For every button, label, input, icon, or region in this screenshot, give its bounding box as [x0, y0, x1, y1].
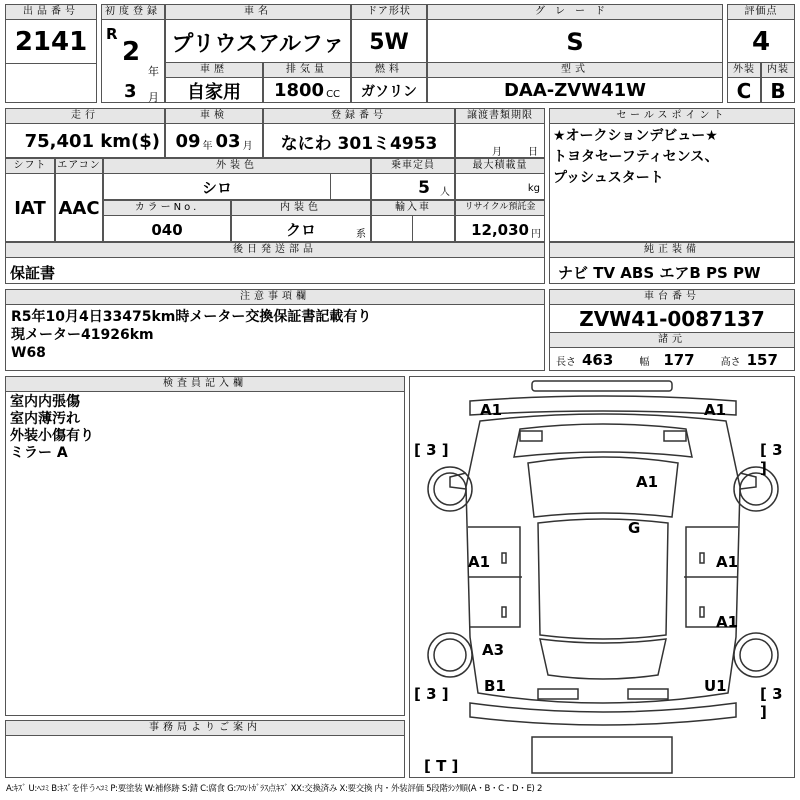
import-cell: [371, 200, 455, 242]
note-line: R5年10月4日33475km時メーター交換保証書記載有り: [11, 309, 372, 325]
tire-fl: [ 3 ]: [414, 441, 449, 459]
transfer-month-unit: 月: [492, 147, 502, 158]
car-outline: [410, 377, 796, 779]
aircon-value: AAC: [58, 197, 100, 219]
sales-points-cell: [549, 108, 795, 242]
inspector-line: 室内薄汚れ: [10, 411, 80, 427]
length-label: 長さ: [556, 356, 576, 368]
shift-label: シフト: [6, 159, 54, 174]
sales-point-line: ★オークションデビュー★: [553, 128, 718, 144]
first-registration-label: 初度登録: [102, 5, 164, 20]
notes-cell: [5, 289, 545, 371]
int-color-suffix: 系: [356, 229, 366, 240]
car-name-value: プリウスアルファ: [171, 31, 345, 57]
width-label: 幅: [639, 356, 650, 368]
grade-value: S: [566, 28, 584, 56]
sales-point-line: プッシュスタート: [553, 170, 664, 186]
exterior-grade-label: 外装: [728, 63, 760, 78]
inspection-month-unit: 月: [242, 140, 253, 152]
displacement-unit: CC: [326, 89, 341, 100]
genuine-equipment-label: 純正装備: [550, 243, 794, 258]
mileage-cell: [5, 108, 165, 158]
color-no-label: カラーNo.: [104, 201, 230, 216]
inspection-month: 03: [215, 130, 241, 152]
later-parts-label: 後日発送部品: [6, 243, 544, 258]
mark-windshield: G: [628, 519, 641, 537]
score-cell: [727, 4, 795, 63]
displacement-cell: [263, 62, 351, 103]
lot-number-cell: [5, 4, 97, 64]
recycle-value: 12,030: [471, 220, 529, 239]
sales-points-label: セールスポイント: [550, 109, 794, 124]
model-cell: [427, 62, 723, 103]
inspector-cell: [5, 376, 405, 716]
transfer-day-unit: 日: [528, 147, 538, 158]
grade-label: グレード: [428, 5, 722, 20]
inspection-cell: [165, 108, 263, 158]
chassis-cell: [549, 289, 795, 371]
capacity-unit: 人: [440, 187, 450, 198]
model-label: 型式: [428, 63, 722, 78]
height-label: 高さ: [720, 356, 741, 368]
mark-left-front-door: A1: [468, 553, 491, 571]
inspection-year-unit: 年: [202, 140, 213, 152]
width-value: 177: [663, 351, 695, 369]
inspector-label: 検査員記入欄: [6, 377, 404, 392]
plate-cell: [263, 108, 455, 158]
max-load-unit: kg: [527, 183, 540, 194]
int-color-value: クロ: [285, 221, 316, 239]
first-reg-month: 3: [124, 81, 137, 102]
transfer-deadline-label: 譲渡書類期限: [456, 109, 544, 124]
import-label: 輸入車: [372, 201, 454, 216]
mark-left-rear-quarter: A3: [482, 641, 505, 659]
genuine-equipment-cell: [549, 242, 795, 284]
note-line: W68: [11, 345, 46, 361]
length-value: 463: [582, 351, 614, 369]
tire-rr: [ 3 ]: [760, 685, 783, 721]
note-line: 現メーター41926km: [11, 327, 154, 343]
capacity-cell: [371, 158, 455, 200]
inspection-year: 09: [175, 130, 201, 152]
plate-value: なにわ 301ミ4953: [280, 133, 438, 154]
car-name-label: 車名: [166, 5, 350, 20]
mark-hood: A1: [636, 473, 659, 491]
max-load-cell: [455, 158, 545, 200]
inspector-line: ミラー A: [10, 445, 68, 461]
legend: A:ｷｽﾞ U:ﾍｺﾐ B:ｷｽﾞを伴うﾍｺﾐ P:要塗装 W:補修跡 S:錆 C:腐食 G:ﾌﾛﾝﾄｶﾞﾗｽ点ｷｽﾞ XX:交換済み X:要交換 内・外装評価 5段階ﾗﾝｸ順(A・B・C・D・E) 2: [6, 784, 543, 794]
recycle-label: リサイクル預託金: [456, 201, 544, 216]
notes-label: 注意事項欄: [6, 290, 544, 305]
chassis-value: ZVW41-0087137: [579, 306, 765, 331]
shift-value: IAT: [14, 197, 46, 219]
mark-front-left: A1: [480, 401, 503, 419]
month-unit: 月: [148, 91, 159, 104]
interior-grade-cell: [761, 62, 795, 103]
chassis-label: 車台番号: [550, 290, 794, 305]
recycle-cell: [455, 200, 545, 242]
later-parts-cell: [5, 242, 545, 284]
tire-fr: [ 3 ]: [760, 441, 783, 477]
history-value: 自家用: [187, 81, 241, 103]
later-parts-value: 保証書: [10, 264, 56, 282]
mark-front-right: A1: [704, 401, 727, 419]
interior-grade-value: B: [770, 78, 786, 103]
ext-color-label: 外装色: [104, 159, 370, 174]
score-value: 4: [751, 27, 771, 57]
ext-color-value: シロ: [201, 179, 232, 197]
lot-blank-cell: [5, 63, 97, 103]
door-value: 5W: [369, 29, 409, 55]
color-no-cell: [103, 200, 231, 242]
genuine-equipment-value: ナビ TV ABS エアB PS PW: [558, 264, 761, 282]
mileage-label: 走行: [6, 109, 164, 124]
first-registration-cell: [101, 4, 165, 103]
exterior-grade-cell: [727, 62, 761, 103]
aircon-cell: [55, 158, 103, 242]
ext-color-cell: [103, 158, 371, 200]
mark-right-rear-door: A1: [716, 613, 739, 631]
shift-cell: [5, 158, 55, 242]
door-label: ドア形状: [352, 5, 426, 20]
capacity-value: 5: [418, 177, 430, 198]
sales-point-line: トヨタセーフティセンス、: [553, 149, 719, 165]
color-no-value: 040: [151, 220, 183, 239]
int-color-cell: [231, 200, 371, 242]
office-label: 事務局よりご案内: [6, 721, 404, 736]
displacement-value: 1800: [273, 80, 325, 101]
transfer-deadline-cell: [455, 108, 545, 158]
max-load-label: 最大積載量: [456, 159, 544, 174]
era: R: [106, 25, 118, 43]
height-value: 157: [746, 351, 778, 369]
lot-number-label: 出品番号: [6, 5, 96, 20]
first-reg-year: 2: [122, 37, 141, 67]
history-cell: [165, 62, 263, 103]
year-unit: 年: [148, 65, 159, 78]
fuel-value: ガソリン: [361, 83, 417, 100]
mark-left-rear-bumper: B1: [484, 677, 506, 695]
tire-spare: [ T ]: [424, 757, 459, 775]
fuel-cell: [351, 62, 427, 103]
mileage-value: 75,401 km($): [24, 130, 160, 152]
office-cell: [5, 720, 405, 778]
displacement-label: 排気量: [264, 63, 350, 78]
inspector-line: 室内内張傷: [10, 394, 80, 410]
mark-right-rear-bumper: U1: [704, 677, 727, 695]
grade-cell: [427, 4, 723, 63]
score-label: 評価点: [728, 5, 794, 20]
door-cell: [351, 4, 427, 63]
car-diagram: [409, 376, 795, 778]
plate-label: 登録番号: [264, 109, 454, 124]
mark-right-front-door: A1: [716, 553, 739, 571]
car-name-cell: [165, 4, 351, 63]
specs-label: 諸元: [550, 332, 794, 348]
recycle-unit: 円: [531, 228, 541, 240]
int-color-label: 内装色: [232, 201, 370, 216]
inspector-line: 外装小傷有り: [10, 428, 94, 444]
exterior-grade-value: C: [736, 78, 752, 103]
aircon-label: エアコン: [56, 159, 102, 174]
history-label: 車歴: [166, 63, 262, 78]
inspection-label: 車検: [166, 109, 262, 124]
interior-grade-label: 内装: [762, 63, 794, 78]
fuel-label: 燃料: [352, 63, 426, 78]
tire-rl: [ 3 ]: [414, 685, 449, 703]
capacity-label: 乗車定員: [372, 159, 454, 174]
model-value: DAA-ZVW41W: [503, 80, 646, 101]
lot-number-value: 2141: [14, 27, 88, 57]
